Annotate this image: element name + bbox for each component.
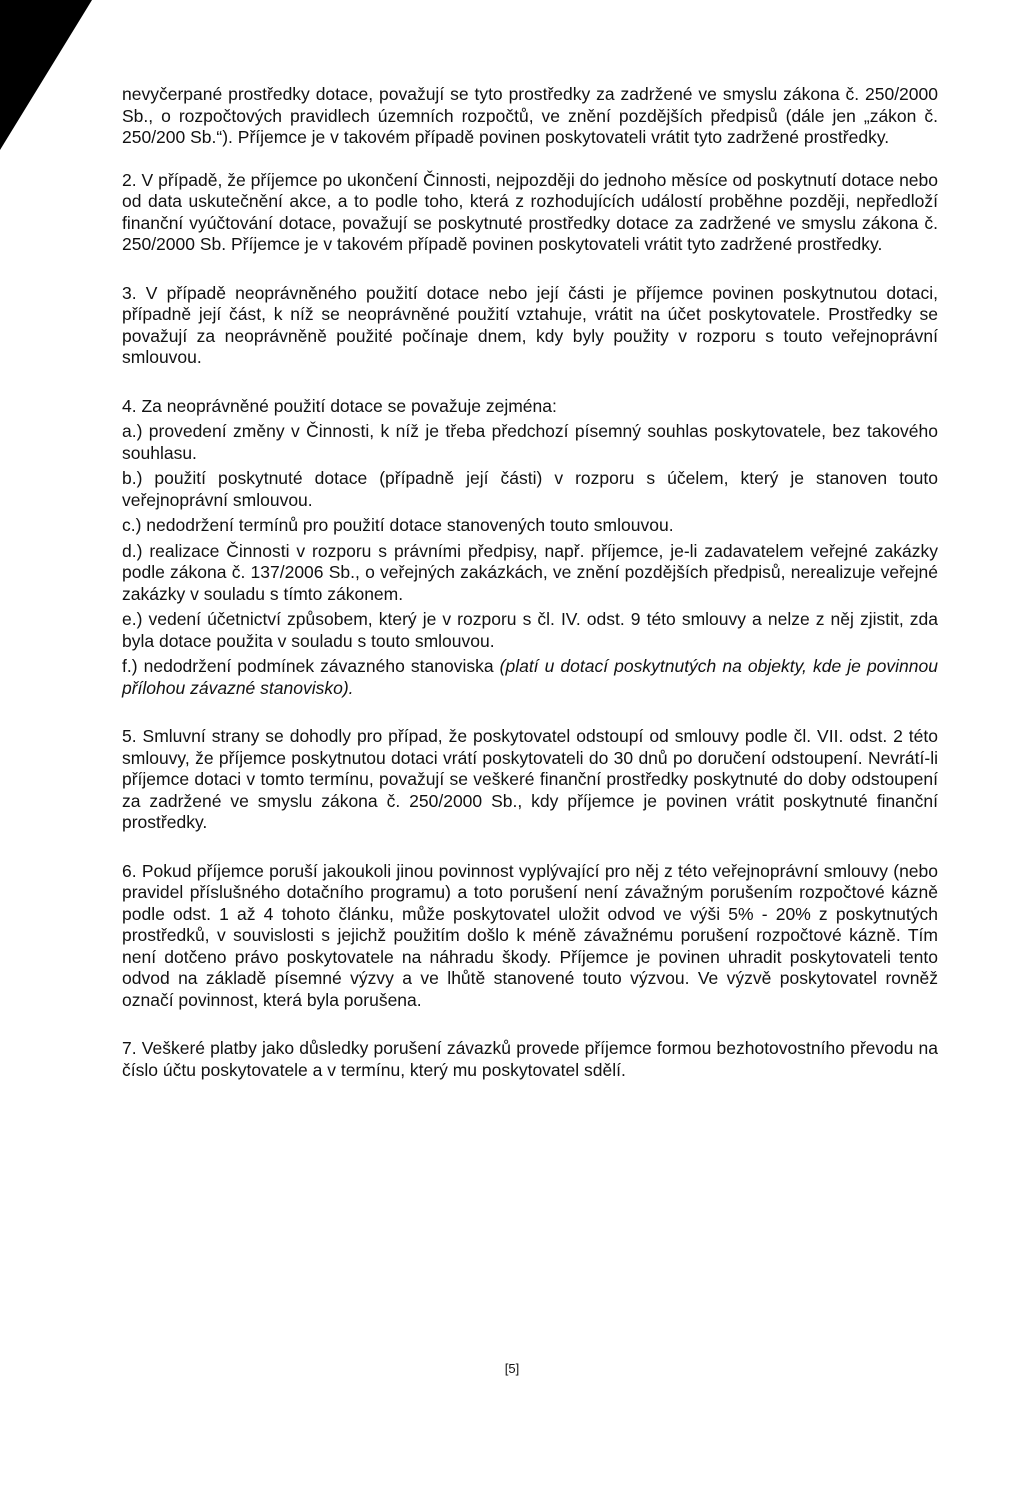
intro-paragraph: nevyčerpané prostředky dotace, považují se tyto prostředky za zadržené ve smyslu zákona č. 250/2000 Sb., o rozpočtových pravidlech územních rozpočtů, ve znění pozdějších předpisů (dále jen „zákon č. 250/200 Sb.“). Příjemce je v takovém případě povinen poskytovateli vrátit tyto zadržené prostředky. — [122, 84, 938, 147]
scan-corner-shadow — [0, 0, 100, 160]
paragraph-6: 6. Pokud příjemce poruší jakoukoli jinou povinnost vyplývající pro něj z této veřejnoprávní smlouvy (nebo pravidel příslušného dotačního programu) a toto porušení není závažným porušením rozpočtové kázně podle odst. 1 až 4 tohoto článku, může poskytovatel uložit odvod ve výši 5% - 20% z poskytnutých prostředků, v souvislosti s jejichž použitím došlo k méně závažnému porušení rozpočtové kázně. Tím není dotčeno právo poskytovatele na náhradu škody. Příjemce je povinen uhradit poskytovateli tento odvod na základě písemné výzvy a ve lhůtě stanovené touto výzvou. Ve výzvě poskytovatel rovněž označí povinnost, která byla porušena. — [122, 860, 938, 1010]
list-item-f-text: f.) nedodržení podmínek závazného stanoviska — [122, 656, 500, 676]
page-number: [5] — [504, 1361, 520, 1376]
paragraph-4 — [122, 396, 938, 700]
paragraph-5: 5. Smluvní strany se dohodly pro případ, že poskytovatel odstoupí od smlouvy podle čl. VII. odst. 2 této smlouvy, že příjemce poskytnutou dotaci vrátí poskytovateli do 30 dnů po doručení odstoupení. Nevrátí-li příjemce dotaci v tomto termínu, považují se veškeré finanční prostředky poskytnuté do doby odstoupení za zadržené ve smyslu zákona č. 250/2000 Sb., kdy příjemce je povinen vrátit poskytnuté finanční prostředky. — [122, 726, 938, 832]
paragraph-7: 7. Veškeré platby jako důsledky porušení závazků provede příjemce formou bezhotovostního převodu na číslo účtu poskytovatele a v termínu, který mu poskytovatel sdělí. — [122, 1038, 938, 1080]
paragraph-4-heading: 4. Za neoprávněné použití dotace se považuje zejména: — [122, 395, 557, 416]
list-item-b: b.) použití poskytnuté dotace (případně její části) v rozporu s účelem, který je stanoven touto veřejnoprávní smlouvou. — [122, 468, 938, 510]
paragraph-3: 3. V případě neoprávněného použití dotace nebo její části je příjemce povinen poskytnutou dotaci, případně její část, k níž se neoprávněné použití vztahuje, vrátit na účet poskytovatele. Prostředky se považují za neoprávněně použité počínaje dnem, kdy byly použity v rozporu s touto veřejnoprávní smlouvou. — [122, 282, 938, 367]
document-page — [122, 84, 938, 1108]
list-item-a: a.) provedení změny v Činnosti, k níž je třeba předchozí písemný souhlas poskytovatele, bez takového souhlasu. — [122, 421, 938, 463]
list-item-e: e.) vedení účetnictví způsobem, který je v rozporu s čl. IV. odst. 9 této smlouvy a nelze z něj zjistit, zda byla dotace použita v souladu s touto smlouvou. — [122, 609, 938, 651]
paragraph-2: 2. V případě, že příjemce po ukončení Činnosti, nejpozději do jednoho měsíce od poskytnutí dotace nebo od data uskutečnění akce, a to podle toho, která z rozhodujících událostí proběhne později, nepředloží finanční vyúčtování dotace, považují se poskytnuté prostředky dotace za zadržené ve smyslu zákona č. 250/2000 Sb. Příjemce je v takovém případě povinen poskytovateli vrátit tyto zadržené prostředky. — [122, 169, 938, 254]
list-item-f-italic-note: (platí u dotací poskytnutých na objekty, kde je povinnou přílohou závazné stanovisko). — [122, 656, 938, 698]
list-item-c: c.) nedodržení termínů pro použití dotace stanovených touto smlouvou. — [122, 515, 674, 535]
list-item-f — [122, 656, 938, 699]
list-item-d: d.) realizace Činnosti v rozporu s právními předpisy, např. příjemce, je-li zadavatelem veřejné zakázky podle zákona č. 137/2006 Sb., o veřejných zakázkách, ve znění pozdějších předpisů, nerealizuje veřejné zakázky v souladu s tímto zákonem. — [122, 540, 938, 604]
